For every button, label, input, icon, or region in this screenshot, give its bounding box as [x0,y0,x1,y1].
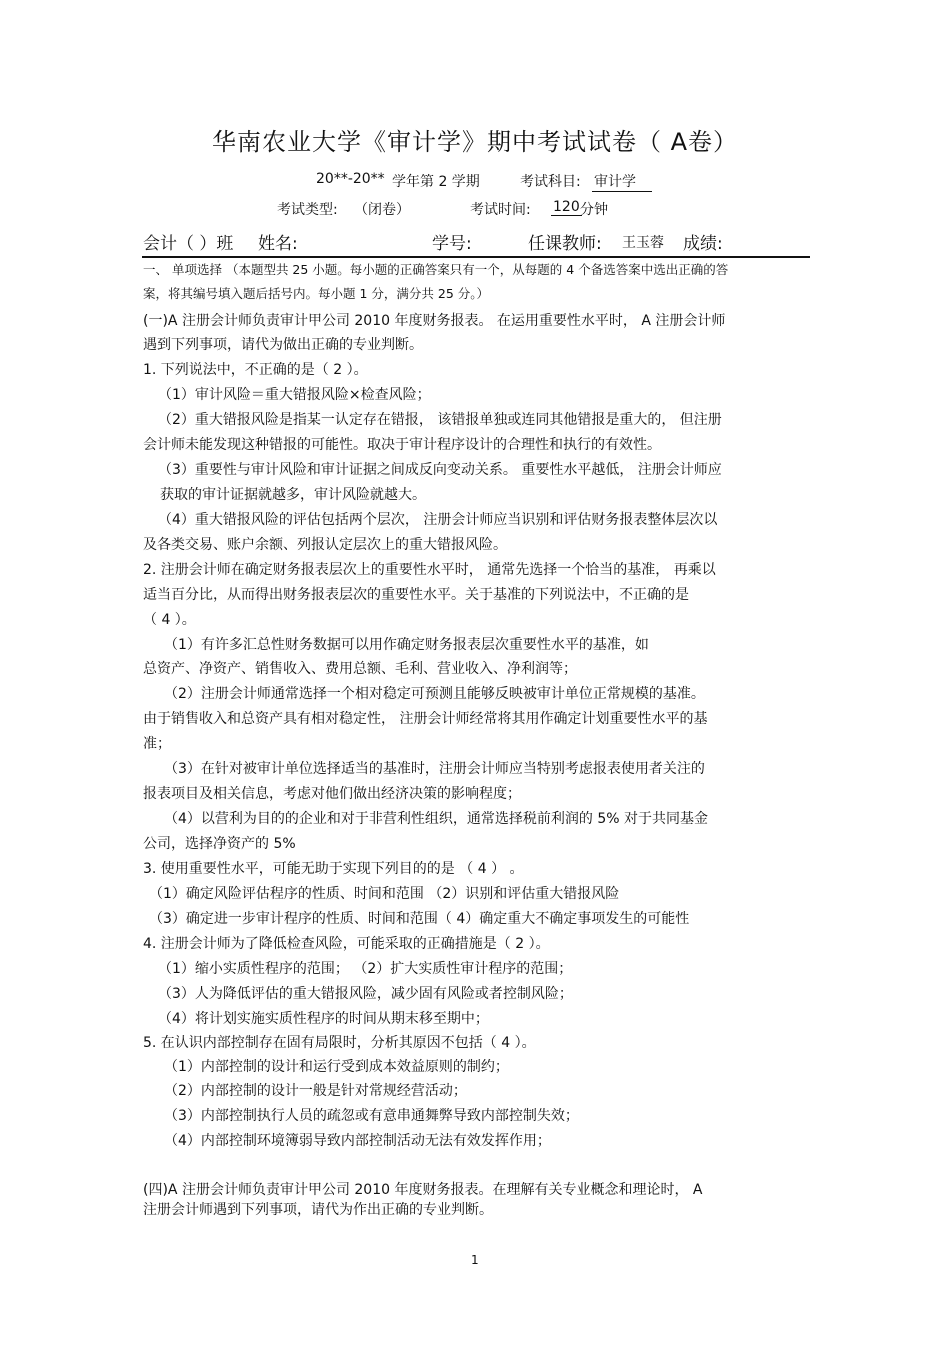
student-id-label: 学号: [432,234,472,254]
question-4: 4. 注册会计师为了降低检查风险，可能采取的正确措施是（ 2 ）。 [143,936,550,952]
q2-option-1-line-2: 总资产、净资产、销售收入、费用总额、毛利、营业收入、净利润等； [143,661,577,677]
q2-option-4-line-2: 公司，选择净资产的 5% [143,836,296,852]
question-1: 1. 下列说法中，不正确的是（ 2 ）。 [143,362,368,378]
meta-type-value: （闭卷） [354,202,410,218]
case-4-line-2: 注册会计师遇到下列事项，请代为作出正确的专业判断。 [143,1202,493,1218]
q3-options-row-1: （1）确定风险评估程序的性质、时间和范围 （2）识别和评估重大错报风险 [149,886,620,902]
case-1-line-1: (一)A 注册会计师负责审计甲公司 2010 年度财务报表。 在运用重要性水平时， A 注册会计师 [143,313,726,329]
q1-option-4-line-2: 及各类交易、账户余额、列报认定层次上的重大错报风险。 [143,537,507,553]
q4-option-4: （4）将计划实施实质性程序的时间从期末移至期中； [158,1011,489,1027]
q2-option-3-line-1: （3）在针对被审计单位选择适当的基准时，注册会计师应当特别考虑报表使用者关注的 [164,761,705,777]
q1-option-2-line-1: （2）重大错报风险是指某一认定存在错报， 该错报单独或连同其他错报是重大的， 但注册 [158,412,722,428]
q3-options-row-2: （3）确定进一步审计程序的性质、时间和范围（ 4）确定重大不确定事项发生的可能性 [149,911,690,927]
section-intro-line-1: 一、 单项选择 （本题型共 25 小题。每小题的正确答案只有一个，从每题的 4 个备选答案中选出正确的答 [143,262,729,277]
section-intro-line-2: 案，将其编号填入题后括号内。每小题 1 分，满分共 25 分。） [143,286,490,301]
q2-option-1-line-1: （1）有许多汇总性财务数据可以用作确定财务报表层次重要性水平的基准，如 [164,637,649,653]
question-2-line-1: 2. 注册会计师在确定财务报表层次上的重要性水平时， 通常先选择一个恰当的基准， 再乘以 [143,562,716,578]
q1-option-3-line-2: 获取的审计证据就越多，审计风险就越大。 [160,487,426,503]
meta-time-value: 120 [553,199,580,215]
case-4-line-1: (四)A 注册会计师负责审计甲公司 2010 年度财务报表。在理解有关专业概念和理论时， A [143,1182,703,1198]
case-1-line-2: 遇到下列事项，请代为做出正确的专业判断。 [143,337,423,353]
teacher-label: 任课教师: [528,234,602,254]
question-3: 3. 使用重要性水平，可能无助于实现下列目的的是 （ 4 ） 。 [143,861,524,877]
q5-option-3: （3）内部控制执行人员的疏忽或有意串通舞弊导致内部控制失效； [164,1108,579,1124]
meta-type-label: 考试类型: [277,202,338,218]
meta-subject-label: 考试科目: [520,174,581,190]
q2-option-2-line-1: （2）注册会计师通常选择一个相对稳定可预测且能够反映被审计单位正常规模的基准。 [164,686,705,702]
teacher-name: 王玉蓉 [622,235,664,251]
q1-option-3-line-1: （3）重要性与审计风险和审计证据之间成反向变动关系。 重要性水平越低， 注册会计师应 [158,462,722,478]
meta-subject-value: 审计学 [592,171,652,192]
header-divider [142,256,810,258]
q2-option-2-line-3: 准； [143,736,171,752]
exam-title: 华南农业大学《审计学》期中考试试卷（ A卷） [211,128,739,156]
class-label: 会计（ ）班 [143,234,234,254]
q5-option-1: （1）内部控制的设计和运行受到成本效益原则的制约； [164,1059,509,1075]
q5-option-4: （4）内部控制环境簿弱导致内部控制活动无法有效发挥作用； [164,1133,551,1149]
q4-options-row-1: （1）缩小实质性程序的范围； （2）扩大实质性审计程序的范围； [158,961,573,977]
question-5: 5. 在认识内部控制存在固有局限时，分析其原因不包括（ 4 ）。 [143,1035,536,1051]
q1-option-2-line-2: 会计师未能发现这种错报的可能性。取决于审计程序设计的合理性和执行的有效性。 [143,437,661,453]
meta-term: 学年第 2 学期 [392,174,480,190]
meta-time-label: 考试时间: [470,202,531,218]
name-label: 姓名: [258,234,298,254]
question-2-answer: （ 4 ）。 [143,612,196,628]
meta-time-unit: 分钟 [580,202,608,218]
q4-option-3: （3）人为降低评估的重大错报风险，减少固有风险或者控制风险； [158,986,573,1002]
q5-option-2: （2）内部控制的设计一般是针对常规经营活动； [164,1083,467,1099]
page-number: 1 [471,1253,479,1267]
q2-option-4-line-1: （4）以营利为目的的企业和对于非营利性组织，通常选择税前利润的 5% 对于共同基金 [164,811,709,827]
meta-year: 20**-20** [316,171,385,187]
question-2-line-2: 适当百分比，从而得出财务报表层次的重要性水平。关于基准的下列说法中，不正确的是 [143,587,689,603]
q1-option-1: （1）审计风险＝重大错报风险×检查风险； [158,387,431,403]
q1-option-4-line-1: （4）重大错报风险的评估包括两个层次， 注册会计师应当识别和评估财务报表整体层次以 [158,512,718,528]
q2-option-2-line-2: 由于销售收入和总资产具有相对稳定性， 注册会计师经常将其用作确定计划重要性水平的基 [143,711,708,727]
q2-option-3-line-2: 报表项目及相关信息，考虑对他们做出经济决策的影响程度； [143,786,521,802]
score-label: 成绩: [683,234,723,254]
